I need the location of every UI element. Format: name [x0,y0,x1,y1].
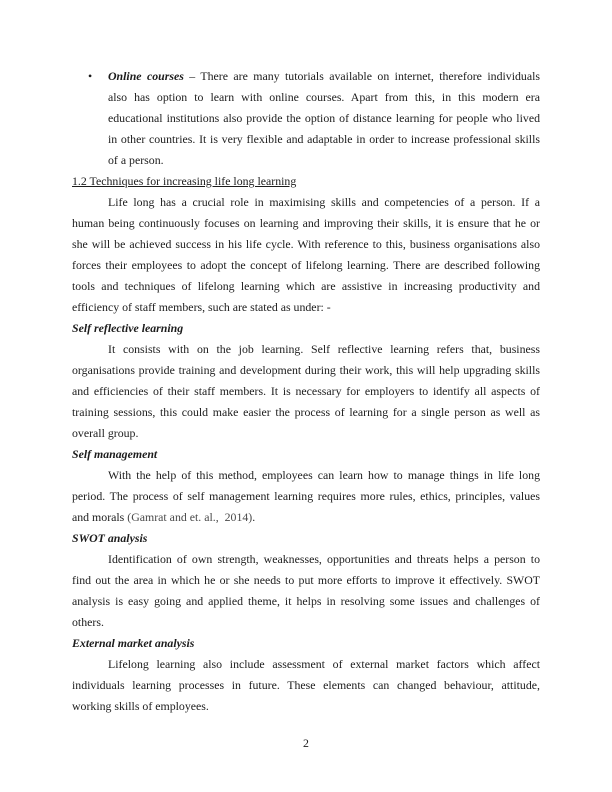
paragraph-self-management [72,465,540,528]
paragraph-swot-analysis [72,549,540,633]
text-line: period. The process of self management learning requires more rules, ethics, principles, values [72,489,540,503]
paragraph-first-line: Identification of own strength, weaknesses, opportunities and threats helps a person to [108,552,540,566]
paragraph-last-line [72,507,540,528]
text-line: find out the area in which he or she needs to put more efforts to improve it effectively. SWOT [72,573,540,587]
text-line: tools and techniques of lifelong learning which are assistive in increasing productivity and [72,279,540,293]
paragraph-first-line: Life long has a crucial role in maximising skills and competencies of a person. If a [108,195,540,209]
paragraph-last-line: overall group. [72,426,139,440]
paragraph-external-market [72,654,540,717]
text-line: forces their employees to adopt the concept of lifelong learning. There are described following [72,258,540,272]
paragraph-body-lines [72,486,540,507]
text-line: organisations provide training and development during their work, this will help upgrading skills [72,363,540,377]
text-line: and efficiencies of their staff members. It is necessary for employers to identify all aspects of [72,384,540,398]
paragraph-body-lines [72,675,540,696]
text-line: she will be achieved success in his life cycle. With reference to this, business organisations also [72,237,540,251]
text-line: individuals learning processes in future. These elements can changed behaviour, attitude, [72,678,540,692]
bullet-body-lines [108,87,540,150]
subheading-external-market-analysis: External market analysis [72,636,195,650]
bullet-first-line [108,66,540,87]
subheading-swot-analysis: SWOT analysis [72,531,148,545]
paragraph-body-lines [72,570,540,612]
paragraph-first-line: It consists with on the job learning. Self reflective learning refers that, business [108,342,540,356]
page-number: 2 [303,736,309,750]
paragraph-body-lines [72,360,540,423]
section-heading-text: 1.2 Techniques for increasing life long learning [72,174,297,188]
citation-text: (Gamrat and et. al., 2014) [127,510,253,524]
text-line: human being continuously focuses on learning and improving their skills, it is ensure that he or [72,216,540,230]
text-line: educational institutions also provide the option of distance learning for people who lived [108,111,540,125]
bullet-last-line: of a person. [108,153,164,167]
bullet-icon: • [88,69,93,83]
text-line: in other countries. It is very flexible and adaptable in order to increase professional skills [108,132,540,146]
paragraph-self-reflective [72,339,540,444]
text-line: analysis is easy going and applied theme, it helps in resolving some issues and challenges of [72,594,540,608]
section-heading [72,171,540,192]
paragraph-first-line: With the help of this method, employees can learn how to manage things in life long [108,468,540,482]
bullet-lead-text: Online courses [108,69,184,83]
paragraph-lifelong-intro [72,192,540,318]
subheading-self-management: Self management [72,447,158,461]
citation-before-text: and morals [72,510,128,524]
citation-after-text: . [252,510,256,524]
paragraph-body-lines [72,213,540,297]
bullet-item-online-courses [88,66,540,171]
text-line: training sessions, this could make easier the process of learning for a single person as well as [72,405,540,419]
bullet-first-line-rest: – There are many tutorials available on internet, therefore individuals [183,69,540,83]
paragraph-first-line: Lifelong learning also include assessment of external market factors which affect [108,657,540,671]
paragraph-last-line: efficiency of staff members, such are stated as under: - [72,300,331,314]
paragraph-last-line: working skills of employees. [72,699,209,713]
page-content [72,66,540,717]
text-line: also has option to learn with online courses. Apart from this, in this modern era [108,90,540,104]
subheading-self-reflective-learning: Self reflective learning [72,321,184,335]
paragraph-last-line: others. [72,615,104,629]
